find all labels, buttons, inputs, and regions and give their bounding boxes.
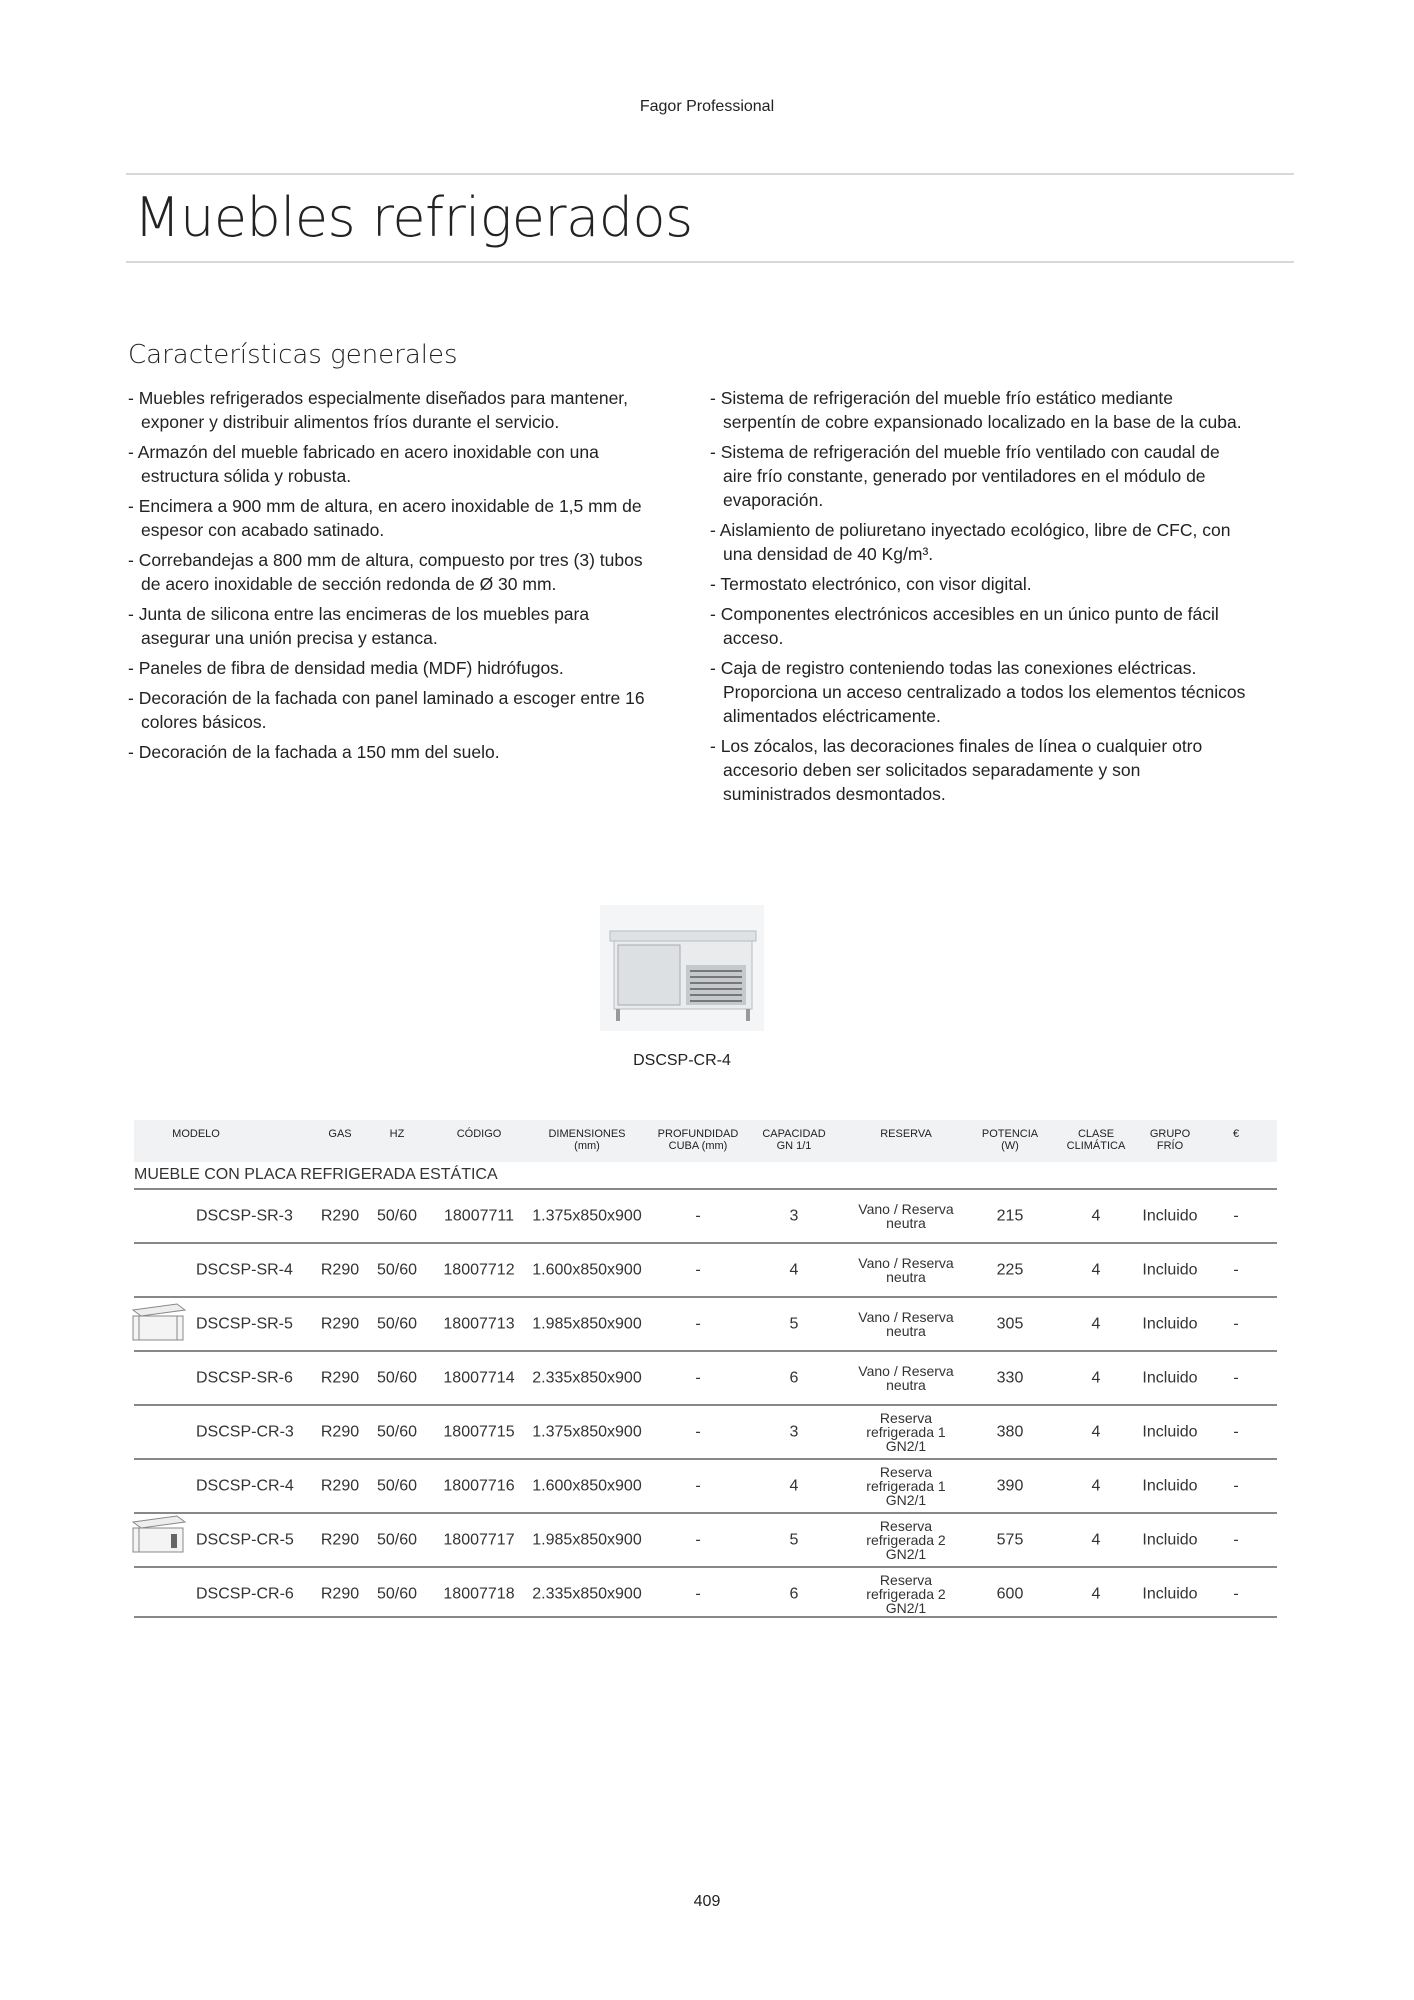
table-cell: - bbox=[695, 1531, 701, 1549]
feature-item: - Sistema de refrigeración del mueble frío ventilado con caudal de aire frío constante, generado por ventiladores en el módulo de evaporación. bbox=[710, 440, 1250, 512]
table-cell: DSCSP-SR-3 bbox=[196, 1207, 293, 1225]
table-cell: 50/60 bbox=[376, 1585, 418, 1603]
table-cell: 4 bbox=[789, 1477, 799, 1495]
feature-item: - Decoración de la fachada con panel laminado a escoger entre 16 colores básicos. bbox=[128, 686, 658, 734]
table-cell: Reserva refrigerada 1 GN2/1 bbox=[866, 1464, 946, 1508]
table-cell: DSCSP-CR-6 bbox=[196, 1585, 294, 1603]
table-cell: - bbox=[695, 1207, 701, 1225]
feature-item: - Termostato electrónico, con visor digital. bbox=[710, 572, 1250, 596]
table-cell: 4 bbox=[1091, 1477, 1101, 1495]
features-right-list bbox=[710, 386, 1250, 812]
table-row bbox=[134, 1512, 1277, 1566]
table-header bbox=[134, 1120, 1277, 1162]
table-cell: 390 bbox=[996, 1477, 1024, 1495]
column-header: PROFUNDIDAD CUBA (mm) bbox=[657, 1128, 739, 1152]
table-cell: Reserva refrigerada 2 GN2/1 bbox=[866, 1572, 946, 1616]
table-cell: Vano / Reserva neutra bbox=[858, 1363, 954, 1393]
table-cell: 305 bbox=[996, 1315, 1024, 1333]
feature-item: - Encimera a 900 mm de altura, en acero inoxidable de 1,5 mm de espesor con acabado satinado. bbox=[128, 494, 658, 542]
feature-item: - Muebles refrigerados especialmente diseñados para mantener, exponer y distribuir alimentos fríos durante el servicio. bbox=[128, 386, 658, 434]
column-header: € bbox=[1232, 1128, 1240, 1140]
table-row bbox=[134, 1458, 1277, 1512]
feature-item: - Componentes electrónicos accesibles en un único punto de fácil acceso. bbox=[710, 602, 1250, 650]
table-cell: R290 bbox=[320, 1477, 360, 1495]
table-cell: 3 bbox=[789, 1207, 799, 1225]
table-cell: 18007715 bbox=[443, 1423, 515, 1441]
table-cell: 380 bbox=[996, 1423, 1024, 1441]
table-cell: 2.335x850x900 bbox=[532, 1369, 642, 1387]
table-cell: - bbox=[1233, 1261, 1239, 1279]
table-cell: 5 bbox=[789, 1315, 799, 1333]
table-cell: 1.375x850x900 bbox=[532, 1207, 642, 1225]
column-header: CLASE CLIMÁTICA bbox=[1066, 1128, 1126, 1152]
table-cell: 4 bbox=[1091, 1585, 1101, 1603]
table-cell: 330 bbox=[996, 1369, 1024, 1387]
table-cell: DSCSP-SR-6 bbox=[196, 1369, 293, 1387]
table-section-label: MUEBLE CON PLACA REFRIGERADA ESTÁTICA bbox=[134, 1166, 498, 1183]
table-cell: Reserva refrigerada 2 GN2/1 bbox=[866, 1518, 946, 1562]
table-cell: 18007712 bbox=[443, 1261, 515, 1279]
table-cell: 5 bbox=[789, 1531, 799, 1549]
table-row bbox=[134, 1296, 1277, 1350]
table-cell: DSCSP-CR-3 bbox=[196, 1423, 294, 1441]
table-cell: 4 bbox=[1091, 1369, 1101, 1387]
table-cell: 18007713 bbox=[443, 1315, 515, 1333]
table-cell: 4 bbox=[1091, 1315, 1101, 1333]
feature-item: - Decoración de la fachada a 150 mm del suelo. bbox=[128, 740, 658, 764]
table-cell: Vano / Reserva neutra bbox=[858, 1201, 954, 1231]
feature-item: - Aislamiento de poliuretano inyectado ecológico, libre de CFC, con una densidad de 40 Kg/m³. bbox=[710, 518, 1250, 566]
table-cell: 6 bbox=[789, 1369, 799, 1387]
divider bbox=[126, 261, 1294, 263]
table-cell: - bbox=[695, 1585, 701, 1603]
table-cell: R290 bbox=[320, 1207, 360, 1225]
product-image bbox=[600, 905, 764, 1031]
table-cell: 50/60 bbox=[376, 1261, 418, 1279]
table-cell: Incluido bbox=[1142, 1531, 1198, 1549]
table-cell: 4 bbox=[1091, 1531, 1101, 1549]
table-cell: 50/60 bbox=[376, 1207, 418, 1225]
column-header: POTENCIA (W) bbox=[981, 1128, 1039, 1152]
brand-header: Fagor Professional bbox=[639, 98, 775, 115]
table-row bbox=[134, 1350, 1277, 1404]
table-cell: 575 bbox=[996, 1531, 1024, 1549]
table-cell: 1.985x850x900 bbox=[532, 1315, 642, 1333]
column-header: GAS bbox=[328, 1128, 352, 1140]
feature-item: - Caja de registro conteniendo todas las conexiones eléctricas. Proporciona un acceso centralizado a todos los elementos técnicos alimentados eléctricamente. bbox=[710, 656, 1250, 728]
column-header: RESERVA bbox=[880, 1128, 932, 1140]
feature-item: - Los zócalos, las decoraciones finales de línea o cualquier otro accesorio deben ser solicitados separadamente y son suministrados desmontados. bbox=[710, 734, 1250, 806]
table-cell: 1.375x850x900 bbox=[532, 1423, 642, 1441]
column-header: CÓDIGO bbox=[456, 1128, 502, 1140]
divider bbox=[126, 173, 1294, 175]
table-cell: 50/60 bbox=[376, 1369, 418, 1387]
table-cell: - bbox=[695, 1369, 701, 1387]
feature-item: - Paneles de fibra de densidad media (MDF) hidrófugos. bbox=[128, 656, 658, 680]
table-cell: - bbox=[695, 1477, 701, 1495]
table-cell: 6 bbox=[789, 1585, 799, 1603]
column-header: HZ bbox=[389, 1128, 405, 1140]
table-cell: 18007714 bbox=[443, 1369, 515, 1387]
table-cell: 18007711 bbox=[444, 1207, 514, 1225]
features-title: Características generales bbox=[128, 340, 458, 370]
table-cell: R290 bbox=[320, 1315, 360, 1333]
feature-item: - Correbandejas a 800 mm de altura, compuesto por tres (3) tubos de acero inoxidable de sección redonda de Ø 30 mm. bbox=[128, 548, 658, 596]
table-cell: 1.985x850x900 bbox=[532, 1531, 642, 1549]
furniture-sr-icon bbox=[127, 1300, 189, 1346]
table-cell: 3 bbox=[789, 1423, 799, 1441]
table-cell: DSCSP-SR-4 bbox=[196, 1261, 293, 1279]
table-cell: - bbox=[695, 1261, 701, 1279]
table-cell: - bbox=[1233, 1207, 1239, 1225]
table-cell: R290 bbox=[320, 1531, 360, 1549]
table-cell: - bbox=[1233, 1585, 1239, 1603]
table-row bbox=[134, 1188, 1277, 1242]
page-number: 409 bbox=[693, 1893, 721, 1910]
features-left-list bbox=[128, 386, 658, 770]
column-header: MODELO bbox=[172, 1128, 220, 1140]
table-cell: Incluido bbox=[1142, 1585, 1198, 1603]
table-cell: 2.335x850x900 bbox=[532, 1585, 642, 1603]
table-cell: 4 bbox=[1091, 1207, 1101, 1225]
table-cell: R290 bbox=[320, 1423, 360, 1441]
table-cell: 1.600x850x900 bbox=[532, 1261, 642, 1279]
table-cell: 50/60 bbox=[376, 1477, 418, 1495]
column-header: DIMENSIONES (mm) bbox=[548, 1128, 626, 1152]
table-cell: 4 bbox=[1091, 1423, 1101, 1441]
feature-item: - Sistema de refrigeración del mueble frío estático mediante serpentín de cobre expansionado localizado en la base de la cuba. bbox=[710, 386, 1250, 434]
table-cell: 50/60 bbox=[376, 1315, 418, 1333]
table-cell: Incluido bbox=[1142, 1423, 1198, 1441]
column-header: CAPACIDAD GN 1/1 bbox=[762, 1128, 826, 1152]
table-cell: Vano / Reserva neutra bbox=[858, 1309, 954, 1339]
table-cell: Incluido bbox=[1142, 1477, 1198, 1495]
table-cell: - bbox=[695, 1423, 701, 1441]
table-cell: 50/60 bbox=[376, 1531, 418, 1549]
feature-item: - Junta de silicona entre las encimeras de los muebles para asegurar una unión precisa y estanca. bbox=[128, 602, 658, 650]
table-cell: Incluido bbox=[1142, 1207, 1198, 1225]
table-cell: Incluido bbox=[1142, 1315, 1198, 1333]
table-cell: R290 bbox=[320, 1369, 360, 1387]
table-cell: - bbox=[1233, 1477, 1239, 1495]
table-cell: 1.600x850x900 bbox=[532, 1477, 642, 1495]
table-cell: 225 bbox=[996, 1261, 1024, 1279]
furniture-cr-icon bbox=[127, 1512, 189, 1558]
table-row bbox=[134, 1242, 1277, 1296]
table-cell: 18007717 bbox=[443, 1531, 515, 1549]
table-cell: R290 bbox=[320, 1261, 360, 1279]
column-header: GRUPO FRÍO bbox=[1149, 1128, 1191, 1152]
table-cell: R290 bbox=[320, 1585, 360, 1603]
table-cell: 600 bbox=[996, 1585, 1024, 1603]
table-cell: DSCSP-CR-4 bbox=[196, 1477, 294, 1495]
table-cell: 50/60 bbox=[376, 1423, 418, 1441]
table-row bbox=[134, 1566, 1277, 1620]
page-title: Muebles refrigerados bbox=[134, 186, 693, 249]
table-cell: - bbox=[1233, 1423, 1239, 1441]
table-cell: 18007718 bbox=[443, 1585, 515, 1603]
table-cell: 215 bbox=[996, 1207, 1024, 1225]
table-cell: - bbox=[1233, 1315, 1239, 1333]
table-cell: DSCSP-SR-5 bbox=[196, 1315, 293, 1333]
table-cell: Incluido bbox=[1142, 1261, 1198, 1279]
table-cell: 18007716 bbox=[443, 1477, 515, 1495]
feature-item: - Armazón del mueble fabricado en acero inoxidable con una estructura sólida y robusta. bbox=[128, 440, 658, 488]
table-bottom-rule bbox=[134, 1616, 1277, 1618]
table-cell: - bbox=[1233, 1369, 1239, 1387]
table-cell: - bbox=[1233, 1531, 1239, 1549]
table-cell: 4 bbox=[789, 1261, 799, 1279]
table-cell: Reserva refrigerada 1 GN2/1 bbox=[866, 1410, 946, 1454]
product-caption: DSCSP-CR-4 bbox=[633, 1052, 731, 1069]
table-cell: 4 bbox=[1091, 1261, 1101, 1279]
table-cell: Vano / Reserva neutra bbox=[858, 1255, 954, 1285]
table-cell: Incluido bbox=[1142, 1369, 1198, 1387]
table-cell: - bbox=[695, 1315, 701, 1333]
table-row bbox=[134, 1404, 1277, 1458]
table-cell: DSCSP-CR-5 bbox=[196, 1531, 294, 1549]
